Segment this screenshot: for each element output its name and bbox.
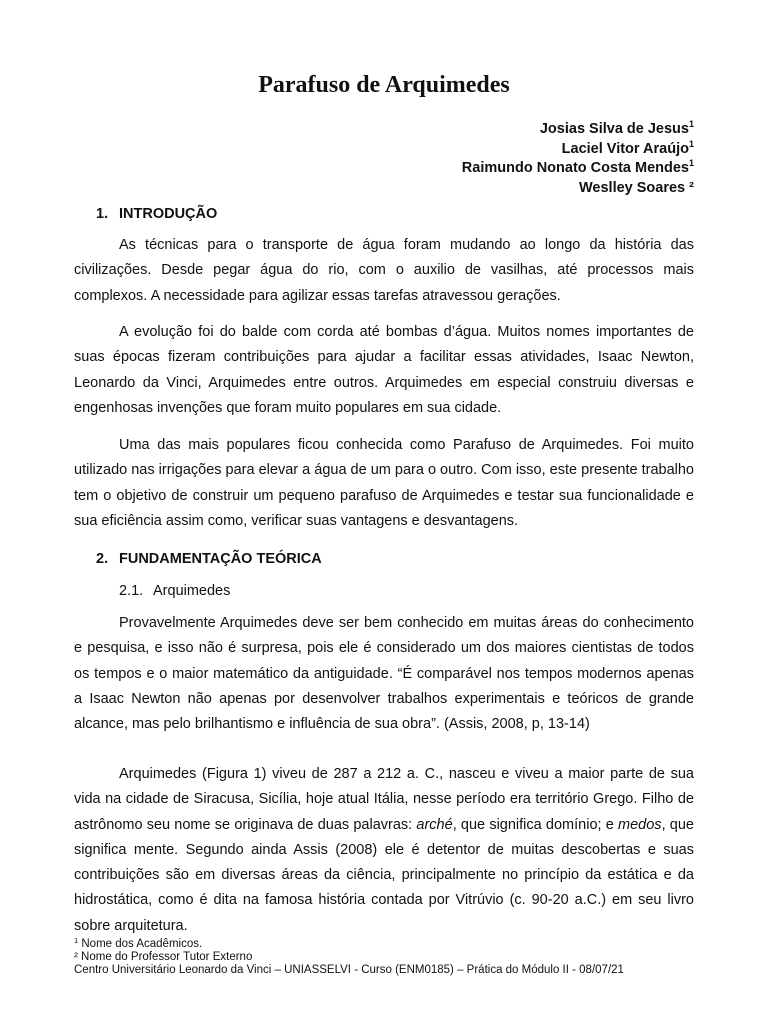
footnote: [74, 951, 624, 964]
author-list: [462, 120, 694, 198]
subsection-number: 2.1.: [119, 583, 144, 599]
paragraph: A evolução foi do balde com corda até bombas d’água. Muitos nomes importantes de suas épocas fizeram contribuições para ajudar a facilitar essas atividades, Isaac Newton, Leonardo da Vinci, Arquimedes entre outros. Arquimedes em especial construiu diversas e engenhosas invenções que foram muito populares em sua cidade.: [74, 324, 694, 416]
paragraph: [74, 762, 694, 939]
subsection-heading-arquimedes: [119, 581, 230, 601]
paragraph-text: , que significa domínio; e: [452, 816, 619, 833]
document-title: Parafuso de Arquimedes: [258, 72, 510, 98]
paragraph: Provavelmente Arquimedes deve ser bem conhecido em muitas áreas do conhecimento e pesquisa, e isso não é surpresa, pois ele é considerado um dos maiores cientistas de todos os tempos e o maior matemático da antiguidade. “É comparável nos tempos modernos apenas a Isaac Newton não apenas por desenvolver trabalhos experimentais e teóricos de grande alcance, mas pelo brilhantismo e influência de sua obra”. (Assis, 2008, p, 13-14): [74, 615, 694, 733]
author-footnote-mark: 1: [688, 119, 694, 129]
author-line: [462, 120, 694, 140]
paragraph: As técnicas para o transporte de água foram mudando ao longo da história das civilizações. Desde pegar água do rio, com o auxilio de vasilhas, até processos mais complexos. A necessidade para agilizar essas tarefas atravessou gerações.: [74, 237, 694, 304]
footnote-mark: 1: [74, 936, 79, 945]
author-footnote-mark: ²: [689, 179, 694, 196]
footnotes: [74, 938, 624, 977]
footnote-text: Nome dos Acadêmicos.: [78, 938, 203, 950]
paragraph: Uma das mais populares ficou conhecida como Parafuso de Arquimedes. Foi muito utilizado nas irrigações para elevar a água de um para o outro. Com isso, este presente trabalho tem o objetivo de construir um pequeno parafuso de Arquimedes e testar sua funcionalidade e sua eficiência assim como, verificar suas vantagens e desvantagens.: [74, 437, 694, 529]
page-footer: Centro Universitário Leonardo da Vinci – UNIASSELVI - Curso (ENM0185) – Prática do Módulo II - 08/07/21: [74, 964, 624, 976]
author-line: [462, 140, 694, 160]
section-title: FUNDAMENTAÇÃO TEÓRICA: [119, 551, 322, 567]
italic-term: medos: [618, 816, 662, 833]
section-number: 2.: [96, 551, 109, 567]
author-line: [462, 159, 694, 179]
author-line: [462, 179, 694, 199]
section-heading-introducao: [96, 204, 217, 224]
author-footnote-mark: 1: [688, 138, 694, 149]
author-name: Raimundo Nonato Costa Mendes: [461, 160, 689, 176]
italic-term: arché: [416, 816, 453, 833]
section-number: 1.: [96, 206, 109, 222]
author-name: Laciel Vitor Araújo: [561, 140, 689, 157]
section-heading-fundamentacao: [96, 549, 322, 569]
footnote-text: Nome do Professor Tutor Externo: [77, 951, 253, 963]
footnote: [74, 938, 624, 951]
author-name: Weslley Soares: [578, 179, 686, 196]
paragraph-text: , que significa mente. Segundo ainda Assis (2008) ele é detentor de muitas descobertas e suas contribuições são em diversas áreas da ciência, principalmente no princípio da estática e da hidrostática, como é dita na famosa história contada por Vitrúvio (c. 90-20 a.C.) em seu livro sobre arquitetura.: [74, 816, 694, 934]
paragraph-text: Arquimedes (Figura 1) viveu de 287 a 212 a. C., nasceu e viveu a maior parte de sua vida na cidade de Siracusa, Sicília, hoje atual Itália, nesse período era território Grego. Filho de astrônomo seu nome se originava de duas palavras:: [74, 766, 694, 833]
footnote-mark: ²: [74, 951, 78, 963]
subsection-title: Arquimedes: [153, 583, 231, 599]
section-title: INTRODUÇÃO: [119, 206, 218, 222]
author-footnote-mark: 1: [688, 158, 694, 168]
author-name: Josias Silva de Jesus: [539, 121, 689, 137]
